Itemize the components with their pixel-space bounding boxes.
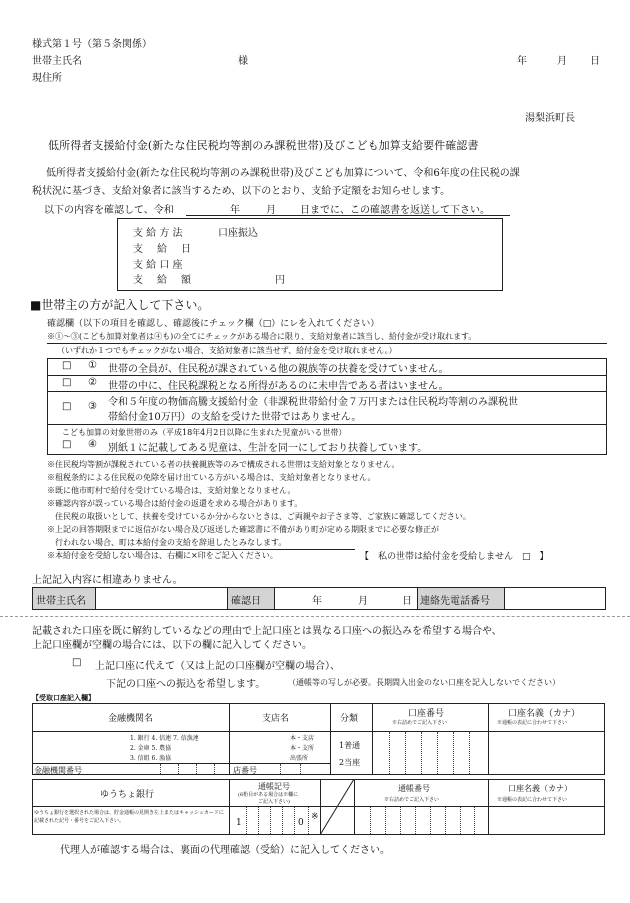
item-3-text-2: 帯給付金10万円）の支給を受けた世帯ではありません。 bbox=[108, 412, 362, 423]
transfer-option-note: （通帳等の写しが必要。長期間入出金のない口座を記入しないでください） bbox=[288, 678, 560, 687]
confirm-statement: 上記記入内容に相違ありません。 bbox=[32, 575, 183, 586]
payment-date-label: 支 給 日 bbox=[133, 244, 193, 255]
col-branch: 支店名 bbox=[262, 714, 290, 724]
yucho-diagonal bbox=[320, 779, 354, 835]
phone-label: 連絡先電話番号 bbox=[420, 596, 490, 607]
payment-method-label: 支 給 方 法 bbox=[133, 228, 183, 239]
checkbox-item-2[interactable]: □ bbox=[62, 377, 72, 388]
item-2-text: 世帯の中に、住民税課税となる所得があるのに未申告である者はいません。 bbox=[108, 381, 449, 392]
transfer-option-2: 下記の口座への振込を希望します。 bbox=[106, 679, 266, 690]
yucho-holder-sub: ※通帳の表記に合わせて下さい bbox=[497, 797, 568, 803]
check-instructions: 確認欄（以下の項目を確認し、確認後にチェック欄（□）にレを入れてください） bbox=[47, 319, 380, 329]
branch-kind: 出張所 bbox=[290, 755, 309, 762]
yucho-symbol-field[interactable] bbox=[230, 807, 320, 834]
transfer-line-1: 記載された口座を既に解約しているなどの理由で上記口座とは異なる口座への振込みを希望する場合や、 bbox=[32, 626, 502, 637]
account-number-field[interactable] bbox=[373, 732, 488, 774]
checkbox-item-4[interactable]: □ bbox=[62, 439, 72, 450]
item-1-text: 世帯の全員が、住民税が課されている他の親族等の扶養を受けていません。 bbox=[108, 364, 449, 375]
head-name-field[interactable] bbox=[96, 588, 226, 609]
branch-kind: 本・支所 bbox=[290, 745, 315, 752]
note-line: ※上記の回答期限までに返信がない場合及び返送した確認書に不備があり町が定める期限までに必要な修正が bbox=[47, 525, 439, 534]
footer-note: 代理人が確認する場合は、裏面の代理確認（受給）に記入してください。 bbox=[60, 845, 390, 856]
note-line: 住民税の取扱いとして、扶養を受けているか分からないときは、ご両親やお子さま等、ご家族に確認してください。 bbox=[47, 512, 471, 521]
confirm-month: 月 bbox=[358, 596, 368, 607]
payment-method-value: 口座振込 bbox=[218, 228, 258, 239]
yucho-symbol-sub-2: ご記入下さい) bbox=[258, 799, 290, 805]
item-3-number: ③ bbox=[88, 401, 97, 412]
note-line: ※租税条約による住民税の免除を届け出ている方がいる場合は、支給対象者となりません。 bbox=[47, 473, 376, 482]
transfer-option-1: 上記口座に代えて（又は上記の口座欄が空欄の場合）、 bbox=[95, 661, 340, 672]
intro-line-2: 税状況に基づき、支給対象者に該当するため、以下のとおり、支給予定額をお知らせします。 bbox=[32, 186, 451, 197]
confirm-date-label: 確認日 bbox=[231, 596, 261, 607]
col-type: 分類 bbox=[340, 714, 359, 724]
note-a-underline bbox=[47, 343, 607, 344]
transfer-line-2: 上記口座欄が空欄の場合には、以下の欄に記入してください。 bbox=[32, 640, 312, 651]
decline-note: ※本給付金を受給しない場合は、右欄に×印をご記入ください。 bbox=[47, 551, 278, 560]
deadline-month: 月 bbox=[266, 205, 276, 216]
deadline-rest: 日までに、この確認書を返送して下さい。 bbox=[300, 205, 490, 216]
transfer-checkbox[interactable]: □ bbox=[72, 657, 82, 668]
checkbox-item-3[interactable]: □ bbox=[62, 401, 72, 412]
yucho-col-holder: 口座名義（カナ） bbox=[508, 784, 572, 793]
bank-kind: 2. 金庫 5. 農協 bbox=[130, 745, 172, 752]
issuer: 湯梨浜町長 bbox=[525, 113, 575, 124]
bank-kind: 3. 信組 6. 漁協 bbox=[130, 755, 172, 762]
payment-amount-label: 支 給 額 bbox=[133, 275, 193, 286]
note-line: ※確認内容が誤っている場合は給付金の返還を求める場合があります。 bbox=[47, 499, 303, 508]
yucho-holder-field[interactable] bbox=[489, 807, 604, 834]
page-title: 低所得者支援給付金(新たな住民税均等割のみ課税世帯)及びこども加算支給要件確認書 bbox=[48, 139, 479, 152]
bank-table-caption: 【受取口座記入欄】 bbox=[32, 693, 95, 702]
payment-amount-unit: 円 bbox=[275, 275, 285, 286]
branch-kind: 本・支店 bbox=[290, 735, 315, 742]
deadline-year: 年 bbox=[230, 205, 240, 216]
col-account-number: 口座番号 bbox=[408, 709, 445, 719]
sama-label: 様 bbox=[238, 56, 248, 67]
check-note-b: （いずれか１つでもチェックがない場合、支給対象者に該当せず、給付金を受け取れません。） bbox=[57, 346, 397, 355]
payment-account-label: 支 給 口 座 bbox=[133, 260, 183, 271]
confirm-day: 日 bbox=[402, 596, 412, 607]
decline-checkbox[interactable]: 【 私の世帯は給付金を受給しません □ 】 bbox=[360, 552, 549, 562]
deadline-underline bbox=[186, 215, 510, 216]
bank-code-label: 金融機関番号 bbox=[34, 766, 82, 775]
item-4-text: 別紙１に記載してある児童は、生計を同一にしており扶養しています。 bbox=[108, 443, 428, 454]
confirm-head-name-label: 世帯主氏名 bbox=[36, 596, 86, 607]
form-number: 様式第１号（第５条関係） bbox=[32, 39, 152, 50]
deadline-prefix: 以下の内容を確認して、令和 bbox=[44, 205, 174, 216]
child-note: こども加算の対象世帯のみ（平成18年4月2日以降に生まれた児童がいる世帯） bbox=[62, 428, 347, 437]
type-kind[interactable]: 1普通 bbox=[339, 741, 361, 750]
yucho-number-sub: ※右詰めでご記入下さい bbox=[384, 797, 440, 803]
section-heading: ■世帯主の方が記入して下さい。 bbox=[30, 298, 210, 312]
account-holder-field[interactable] bbox=[489, 732, 604, 774]
check-note-a: ※①～③(こども加算対象者は④も)の全てにチェックがある場合に限り、支給対象者に該当し、給付金が受け取れます。 bbox=[47, 332, 477, 341]
item-3-text: 令和５年度の物価高騰支援給付金（非課税世帯給付金７万円または住民税均等割のみ課税世 bbox=[108, 397, 518, 408]
branch-code-label: 店番号 bbox=[233, 766, 257, 775]
yucho-star: ※ bbox=[311, 812, 319, 822]
yucho-note: ゆうちょ銀行を選択された場合は、貯金通帳の見開き左上またはキャッシュカードに記載された記号・番号をご記入下さい。 bbox=[34, 810, 224, 824]
item-2-number: ② bbox=[88, 377, 97, 388]
col-account-sub: ※右詰めでご記入下さい bbox=[392, 720, 448, 726]
phone-field[interactable] bbox=[505, 588, 605, 609]
yucho-col-symbol: 通帳記号 bbox=[258, 782, 290, 791]
head-name-label: 世帯主氏名 bbox=[32, 56, 82, 67]
yucho-symbol-sub: (6桁目がある場合は※欄に bbox=[238, 792, 299, 798]
yucho-number-field[interactable] bbox=[355, 807, 488, 834]
col-bank-name: 金融機関名 bbox=[108, 714, 154, 724]
yucho-title: ゆうちょ銀行 bbox=[100, 790, 155, 800]
note-line: ※既に他市町村で給付を受けている場合は、支給対象となりません。 bbox=[47, 486, 296, 495]
header-month: 月 bbox=[557, 56, 567, 67]
confirm-year: 年 bbox=[312, 596, 322, 607]
note-line: 行われない場合、町は本給付金の支給を辞退したとみなします。 bbox=[47, 538, 287, 547]
type-kind[interactable]: 2当座 bbox=[339, 758, 361, 767]
item-4-number: ④ bbox=[88, 439, 97, 450]
col-holder-sub: ※通帳の表記に合わせて下さい bbox=[497, 720, 568, 726]
bank-name-field[interactable] bbox=[33, 732, 229, 763]
yucho-digit-first: 1 bbox=[236, 818, 242, 828]
item-1-number: ① bbox=[88, 360, 97, 371]
intro-line-1: 低所得者支援給付金(新たな住民税均等割のみ課税世帯)及びこども加算について、令和6年度の住民税の課 bbox=[46, 168, 520, 179]
header-day: 日 bbox=[590, 56, 600, 67]
bank-kind: 1. 銀行 4. 信連 7. 信漁連 bbox=[130, 735, 199, 742]
address-label: 現住所 bbox=[32, 73, 62, 84]
header-year: 年 bbox=[517, 56, 527, 67]
yucho-digit-zero: 0 bbox=[298, 818, 304, 828]
col-holder: 口座名義（カナ） bbox=[508, 709, 581, 719]
yucho-col-number: 通帳番号 bbox=[398, 784, 430, 793]
note-line: ※住民税均等割が課税されている者の扶養親族等のみで構成される世帯は支給対象となりません。 bbox=[47, 460, 400, 469]
checkbox-item-1[interactable]: □ bbox=[62, 360, 72, 371]
